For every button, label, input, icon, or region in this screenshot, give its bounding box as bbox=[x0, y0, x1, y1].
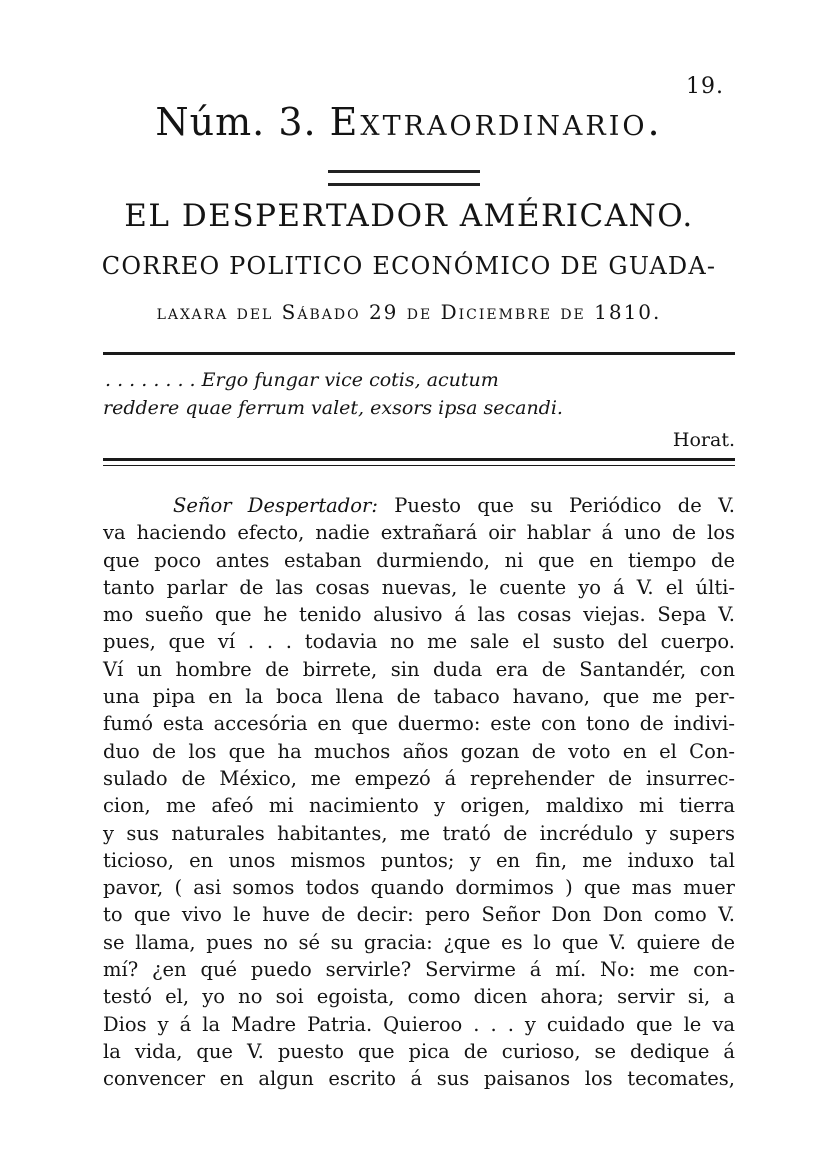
epigraph-line-1: . . . . . . . . Ergo fungar vice cotis, acutum bbox=[105, 369, 499, 391]
article-line: ticioso, en unos mismos puntos; y en fin, me induxo tal bbox=[103, 848, 735, 872]
double-rule-divider bbox=[328, 170, 480, 186]
article-body bbox=[103, 492, 735, 1093]
article-line: sulado de México, me empezó á reprehender de insurrec- bbox=[103, 766, 735, 790]
article-line: testó el, yo no soi egoista, como dicen ahora; servir si, a bbox=[103, 985, 735, 1009]
article-line: Dios y á la Madre Patria. Quieroo . . . y cuidado que le va bbox=[103, 1012, 735, 1036]
article-line: tanto parlar de las cosas nuevas, le cuente yo á V. el últi- bbox=[103, 575, 735, 599]
newspaper-title: EL DESPERTADOR AMÉRICANO. bbox=[124, 198, 694, 234]
article-line bbox=[103, 492, 735, 519]
epigraph-line-2: reddere quae ferrum valet, exsors ipsa secandi. bbox=[103, 397, 563, 419]
bottom-rule bbox=[103, 458, 735, 461]
page-number: 19. bbox=[686, 74, 724, 99]
article-line: la vida, que V. puesto que pica de curioso, se dedique á bbox=[103, 1039, 735, 1063]
article-line: cion, me afeó mi nacimiento y origen, maldixo mi tierra bbox=[103, 794, 735, 818]
epigraph bbox=[103, 366, 735, 454]
article-line: va haciendo efecto, nadie extrañará oir hablar á uno de los bbox=[103, 521, 735, 545]
article-line: una pipa en la boca llena de tabaco havano, que me per- bbox=[103, 685, 735, 709]
article-line: pues, que ví . . . todavia no me sale el susto del cuerpo. bbox=[103, 630, 735, 654]
article-line: mí? ¿en qué puedo servirle? Servirme á mí. No: me con- bbox=[103, 958, 735, 982]
article-line: mo sueño que he tenido alusivo á las cosas viejas. Sepa V. bbox=[103, 603, 735, 627]
article-line-text: Puesto que su Periódico de V. bbox=[394, 494, 735, 517]
issue-type: Extraordinario. bbox=[329, 100, 663, 144]
top-rule bbox=[103, 352, 735, 355]
article-line: duo de los que ha muchos años gozan de voto en el Con- bbox=[103, 739, 735, 763]
article-line: y sus naturales habitantes, me trató de incrédulo y supers bbox=[103, 821, 735, 845]
article-line: convencer en algun escrito á sus paisanos los tecomates, bbox=[103, 1067, 735, 1091]
issue-heading bbox=[0, 100, 818, 144]
dateline: laxara del Sábado 29 de Diciembre de 1810. bbox=[156, 300, 662, 324]
article-line: fumó esta accesória en que duermo: este con tono de indivi- bbox=[103, 712, 735, 736]
article-line: pavor, ( asi somos todos quando dormimos ) que mas muer bbox=[103, 876, 735, 900]
article-line: Ví un hombre de birrete, sin duda era de Santandér, con bbox=[103, 657, 735, 681]
article-line: to que vivo le huve de decir: pero Señor Don Don como V. bbox=[103, 903, 735, 927]
newspaper-subtitle: CORREO POLITICO ECONÓMICO DE GUADA- bbox=[101, 252, 717, 280]
article-line: se llama, pues no sé su gracia: ¿que es lo que V. quiere de bbox=[103, 930, 735, 954]
salutation: Señor Despertador: bbox=[173, 494, 378, 517]
article-line: que poco antes estaban durmiendo, ni que en tiempo de bbox=[103, 548, 735, 572]
epigraph-author: Horat. bbox=[672, 429, 735, 451]
issue-number: Núm. 3. bbox=[155, 100, 317, 144]
